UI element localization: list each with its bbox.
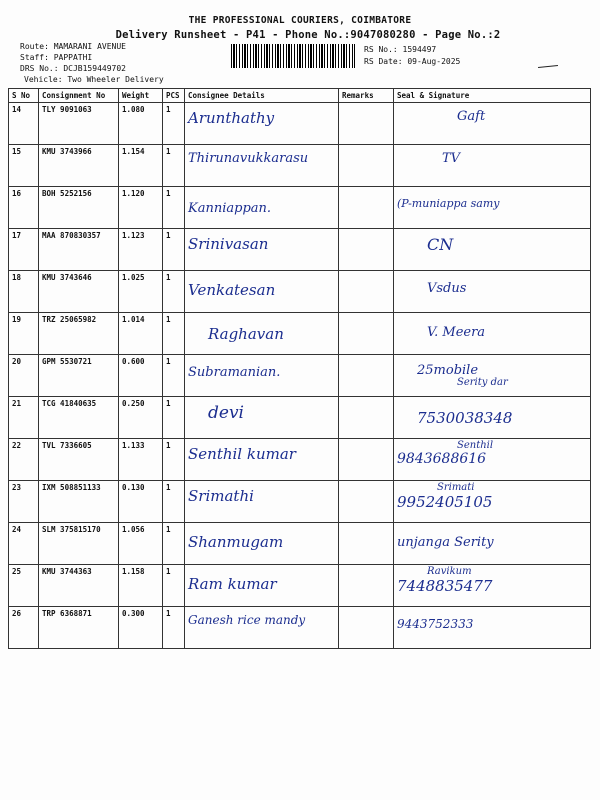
- consignee-cell: [185, 103, 339, 145]
- weight-value: 0.130: [119, 481, 163, 523]
- remarks-cell: [339, 607, 394, 649]
- route-label: Route: MAMARANI AVENUE: [20, 42, 126, 51]
- column-header: Remarks: [339, 89, 394, 103]
- remarks-cell: [339, 481, 394, 523]
- consignment-number: KMU 3743966: [39, 145, 119, 187]
- consignee-cell: [185, 565, 339, 607]
- weight-value: 1.025: [119, 271, 163, 313]
- consignment-number: KMU 3743646: [39, 271, 119, 313]
- signature-handwriting: unjanga Serity: [397, 535, 494, 550]
- serial-number: 26: [9, 607, 39, 649]
- table-row: [9, 565, 591, 607]
- signature-cell: [394, 355, 591, 397]
- column-header: PCS: [163, 89, 185, 103]
- consignment-number: KMU 3744363: [39, 565, 119, 607]
- signature-cell: [394, 313, 591, 355]
- weight-value: 1.014: [119, 313, 163, 355]
- consignment-number: TRZ 25065982: [39, 313, 119, 355]
- signature-handwriting: Vsdus: [427, 281, 467, 296]
- consignee-cell: [185, 313, 339, 355]
- serial-number: 25: [9, 565, 39, 607]
- consignment-number: TLY 9091063: [39, 103, 119, 145]
- signature-handwriting: (P-muniappa samy: [397, 197, 500, 210]
- weight-value: 1.120: [119, 187, 163, 229]
- signature-cell: [394, 103, 591, 145]
- column-header: Weight: [119, 89, 163, 103]
- weight-value: 1.123: [119, 229, 163, 271]
- consignee-handwriting: Shanmugam: [188, 533, 284, 551]
- consignee-cell: [185, 145, 339, 187]
- pieces-count: 1: [163, 397, 185, 439]
- consignee-handwriting: Arunthathy: [188, 109, 275, 127]
- weight-value: 0.300: [119, 607, 163, 649]
- consignee-cell: [185, 355, 339, 397]
- consignment-number: TRP 6368871: [39, 607, 119, 649]
- column-header: Seal & Signature: [394, 89, 591, 103]
- staff-label: Staff: PAPPATHI: [20, 53, 93, 62]
- remarks-cell: [339, 103, 394, 145]
- signature-cell: [394, 523, 591, 565]
- consignee-handwriting: Kanniappan.: [188, 201, 272, 216]
- consignee-handwriting: Thirunavukkarasu: [188, 151, 309, 166]
- table-row: [9, 229, 591, 271]
- consignee-handwriting: Ganesh rice mandy: [188, 613, 306, 627]
- weight-value: 1.158: [119, 565, 163, 607]
- table-row: [9, 313, 591, 355]
- serial-number: 24: [9, 523, 39, 565]
- consignee-cell: [185, 187, 339, 229]
- serial-number: 19: [9, 313, 39, 355]
- column-header: S No: [9, 89, 39, 103]
- consignment-number: SLM 375815170: [39, 523, 119, 565]
- signature-cell: [394, 229, 591, 271]
- consignee-handwriting: Senthil kumar: [188, 445, 296, 463]
- signature-cell: [394, 439, 591, 481]
- rs-date: RS Date: 09-Aug-2025: [364, 57, 461, 66]
- remarks-cell: [339, 397, 394, 439]
- consignee-cell: [185, 523, 339, 565]
- consignee-cell: [185, 481, 339, 523]
- table-row: [9, 145, 591, 187]
- signature-handwriting: 9443752333: [397, 617, 474, 631]
- serial-number: 14: [9, 103, 39, 145]
- signature-cell: [394, 187, 591, 229]
- serial-number: 17: [9, 229, 39, 271]
- signature-handwriting: 7530038348: [417, 409, 513, 427]
- pieces-count: 1: [163, 355, 185, 397]
- remarks-cell: [339, 439, 394, 481]
- signature-handwriting: 7448835477: [397, 577, 493, 595]
- consignee-cell: [185, 607, 339, 649]
- pieces-count: 1: [163, 523, 185, 565]
- serial-number: 15: [9, 145, 39, 187]
- signature-handwriting: 9843688616: [397, 451, 487, 467]
- consignment-number: IXM 508851133: [39, 481, 119, 523]
- signature-note: Senthil: [457, 440, 494, 451]
- consignee-handwriting: Subramanian.: [188, 365, 281, 380]
- signature-cell: [394, 481, 591, 523]
- consignment-number: TVL 7336605: [39, 439, 119, 481]
- serial-number: 22: [9, 439, 39, 481]
- pieces-count: 1: [163, 229, 185, 271]
- signature-handwriting: 9952405105: [397, 493, 493, 511]
- signature-handwriting: TV: [442, 151, 461, 166]
- signature-cell: [394, 145, 591, 187]
- signature-handwriting: V. Meera: [427, 325, 486, 340]
- consignee-cell: [185, 229, 339, 271]
- consignee-cell: [185, 397, 339, 439]
- table-header-row: [9, 89, 591, 103]
- signature-handwriting: Gaft: [457, 109, 486, 124]
- weight-value: 0.600: [119, 355, 163, 397]
- consignee-handwriting: devi: [208, 403, 244, 423]
- table-row: [9, 103, 591, 145]
- remarks-cell: [339, 187, 394, 229]
- consignment-number: TCG 41840635: [39, 397, 119, 439]
- consignee-cell: [185, 271, 339, 313]
- serial-number: 16: [9, 187, 39, 229]
- column-header: Consignee Details: [185, 89, 339, 103]
- signature-cell: [394, 271, 591, 313]
- drs-number: DRS No.: DCJB159449702: [20, 64, 126, 73]
- remarks-cell: [339, 313, 394, 355]
- consignee-handwriting: Venkatesan: [188, 281, 276, 299]
- rs-number: RS No.: 1594497: [364, 45, 437, 54]
- remarks-cell: [339, 523, 394, 565]
- table-row: [9, 439, 591, 481]
- consignee-handwriting: Raghavan: [208, 325, 284, 343]
- pieces-count: 1: [163, 103, 185, 145]
- weight-value: 1.154: [119, 145, 163, 187]
- signature-note: Srimati: [437, 482, 475, 493]
- pieces-count: 1: [163, 565, 185, 607]
- remarks-cell: [339, 145, 394, 187]
- weight-value: 1.133: [119, 439, 163, 481]
- company-name: THE PROFESSIONAL COURIERS, COIMBATORE: [188, 15, 412, 26]
- table-row: [9, 523, 591, 565]
- consignment-number: GPM 5530721: [39, 355, 119, 397]
- table-row: [9, 397, 591, 439]
- runsheet-title: Delivery Runsheet - P41 - Phone No.:9047080280 - Page No.:2: [115, 29, 501, 41]
- column-header: Consignment No: [39, 89, 119, 103]
- remarks-cell: [339, 271, 394, 313]
- serial-number: 21: [9, 397, 39, 439]
- remarks-cell: [339, 355, 394, 397]
- signature-note: Ravikum: [427, 566, 472, 577]
- serial-number: 23: [9, 481, 39, 523]
- weight-value: 0.250: [119, 397, 163, 439]
- barcode-icon: [231, 44, 355, 68]
- table-row: [9, 607, 591, 649]
- signature-handwriting: CN: [427, 235, 454, 254]
- table-row: [9, 355, 591, 397]
- signature-note: Serity dar: [457, 377, 508, 388]
- pieces-count: 1: [163, 313, 185, 355]
- vehicle-label: Vehicle: Two Wheeler Delivery: [24, 75, 164, 84]
- pen-mark: [538, 65, 558, 68]
- pieces-count: 1: [163, 145, 185, 187]
- weight-value: 1.056: [119, 523, 163, 565]
- pieces-count: 1: [163, 481, 185, 523]
- signature-cell: [394, 565, 591, 607]
- consignment-number: MAA 870830357: [39, 229, 119, 271]
- consignee-handwriting: Ram kumar: [188, 575, 277, 593]
- pieces-count: 1: [163, 271, 185, 313]
- table-row: [9, 271, 591, 313]
- signature-cell: [394, 607, 591, 649]
- consignee-handwriting: Srimathi: [188, 487, 254, 505]
- table-row: [9, 187, 591, 229]
- consignee-handwriting: Srinivasan: [188, 235, 269, 253]
- pieces-count: 1: [163, 607, 185, 649]
- consignee-cell: [185, 439, 339, 481]
- table-row: [9, 481, 591, 523]
- weight-value: 1.080: [119, 103, 163, 145]
- delivery-table: [8, 88, 591, 649]
- signature-cell: [394, 397, 591, 439]
- pieces-count: 1: [163, 187, 185, 229]
- consignment-number: BOH 5252156: [39, 187, 119, 229]
- serial-number: 20: [9, 355, 39, 397]
- remarks-cell: [339, 229, 394, 271]
- remarks-cell: [339, 565, 394, 607]
- serial-number: 18: [9, 271, 39, 313]
- pieces-count: 1: [163, 439, 185, 481]
- signature-handwriting: 25mobile: [417, 363, 479, 378]
